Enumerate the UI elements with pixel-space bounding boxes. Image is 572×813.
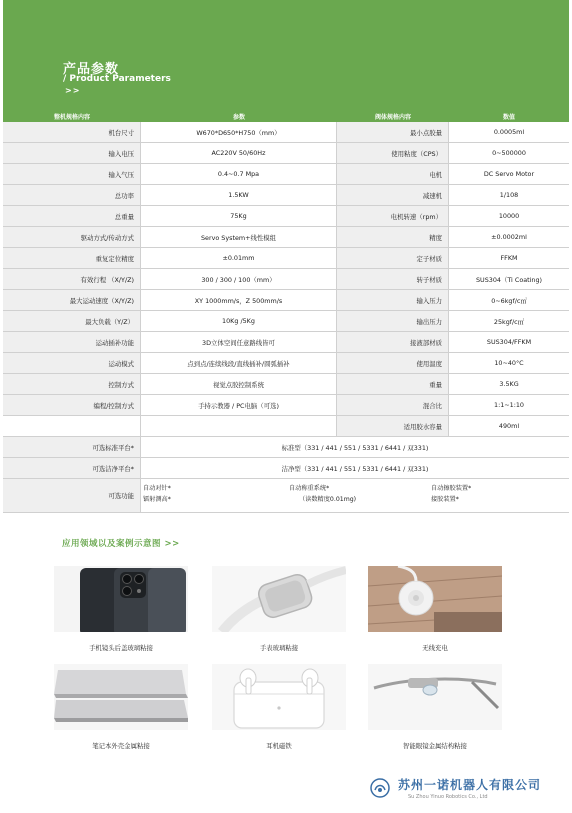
valve-spec-value: 10~40°C: [494, 359, 524, 367]
app-caption: 无线充电: [422, 644, 448, 652]
machine-spec-label: 最大运动速度（X/Y/Z): [3, 290, 141, 310]
machine-spec-label: 运动插补功能: [3, 332, 141, 352]
table-row: [3, 122, 569, 143]
platform-clean-value: 洁净型（331 / 441 / 551 / 5331 / 6441 / 双331): [281, 464, 429, 473]
option-auto-weigh: 自动称重系统*: [289, 485, 330, 492]
valve-spec-label: 减速机: [337, 185, 449, 205]
table-row: [3, 353, 569, 374]
machine-spec-value: 3D立体空间任意路线皆可: [141, 332, 337, 352]
valve-spec-value: FFKM: [500, 254, 518, 262]
machine-spec-value: Servo System+线性模组: [141, 227, 337, 247]
company-footer: [366, 774, 566, 806]
table-row: [3, 206, 569, 227]
app-smart-glasses: [368, 664, 502, 750]
header-valve-spec: 阀体规格内容: [374, 113, 411, 121]
option-auto-needle: 自动对针*: [143, 485, 171, 492]
machine-spec-value: 75Kg: [141, 206, 337, 226]
platform-standard-row: [3, 437, 569, 458]
option-weigh-precision: （读数精度0.01mg): [299, 496, 357, 503]
machine-spec-label: 运动模式: [3, 353, 141, 373]
options-values: [141, 479, 569, 512]
app-caption: 耳机磁铁: [266, 742, 292, 750]
spec-table: [3, 110, 569, 513]
valve-spec-label: 转子材质: [337, 269, 449, 289]
machine-spec-value: AC220V 50/60Hz: [141, 143, 337, 163]
valve-spec-value: 0~6kgf/c㎡: [491, 296, 527, 305]
watch-image: [212, 566, 346, 632]
header-value: 数值: [502, 113, 515, 121]
app-caption: 手机镜头后盖玻璃粘接: [89, 644, 153, 652]
charger-image: [368, 566, 502, 632]
valve-spec-value: 1/108: [499, 191, 519, 199]
machine-spec-value: ±0.01mm: [141, 248, 337, 268]
table-row: [3, 311, 569, 332]
machine-spec-value: 0.4~0.7 Mpa: [141, 164, 337, 184]
company-logo-icon: [370, 778, 390, 798]
valve-spec-label: 混合比: [337, 395, 449, 415]
section-title-cn: 产品参数: [63, 62, 120, 77]
glasses-image: [368, 664, 502, 730]
machine-spec-label: 控制方式: [3, 374, 141, 394]
valve-spec-value: SUS304（Ti Coating): [475, 275, 543, 284]
valve-spec-label: 输入压力: [337, 290, 449, 310]
table-row: [3, 269, 569, 290]
machine-spec-value: 300 / 300 / 100（mm）: [141, 269, 337, 289]
table-row: [3, 416, 569, 437]
header-machine-spec: 整机规格内容: [53, 113, 90, 121]
table-row: [3, 395, 569, 416]
earphone-image: [212, 664, 346, 730]
option-glue-catch: 接胶装置*: [431, 496, 459, 503]
machine-spec-value: [141, 416, 337, 436]
table-row: [3, 164, 569, 185]
valve-spec-value: 25kgf/c㎡: [493, 317, 525, 326]
platform-standard-label: 可选标准平台*: [3, 437, 141, 457]
table-row: [3, 185, 569, 206]
header-band: [3, 0, 569, 112]
company-name-cn: 苏州一诺机器人有限公司: [398, 778, 542, 792]
table-row: [3, 374, 569, 395]
machine-spec-value: 点到点/连续线段/直线插补/圆弧插补: [141, 353, 337, 373]
machine-spec-label: 最大负载（Y/Z）: [3, 311, 141, 331]
valve-spec-value: 1:1~1:10: [494, 401, 524, 409]
valve-spec-label: 适用胶水容量: [337, 416, 449, 436]
valve-spec-value: 10000: [498, 212, 520, 220]
valve-spec-value: 490ml: [498, 422, 520, 430]
table-row: [3, 143, 569, 164]
machine-spec-value: 视觉点胶控制系统: [141, 374, 337, 394]
table-row: [3, 227, 569, 248]
machine-spec-label: 输入电压: [3, 143, 141, 163]
valve-spec-label: 使用温度: [337, 353, 449, 373]
machine-spec-label: 总功率: [3, 185, 141, 205]
table-row: [3, 290, 569, 311]
valve-spec-label: 电机转速（rpm）: [337, 206, 449, 226]
machine-spec-label: 编程/控制方式: [3, 395, 141, 415]
valve-spec-value: SUS304/FFKM: [486, 338, 532, 346]
valve-spec-value: 0.0005ml: [493, 128, 525, 136]
option-auto-wipe: 自动擦胶装置*: [431, 485, 472, 492]
valve-spec-value: ±0.0002ml: [491, 233, 527, 241]
machine-spec-label: [3, 416, 141, 436]
valve-spec-label: 定子材质: [337, 248, 449, 268]
header-parameter: 参数: [232, 113, 245, 121]
platform-standard-value: 标准型（331 / 441 / 551 / 5331 / 6441 / 双331): [281, 443, 429, 452]
table-row: [3, 332, 569, 353]
valve-spec-label: 最小点胶量: [337, 122, 449, 142]
valve-spec-label: 精度: [337, 227, 449, 247]
valve-spec-value: DC Servo Motor: [483, 170, 535, 178]
valve-spec-label: 重量: [337, 374, 449, 394]
title-arrows: >>: [65, 86, 81, 95]
app-earphone-magnet: [212, 664, 346, 750]
machine-spec-label: 输入气压: [3, 164, 141, 184]
app-watch-glass: [212, 566, 346, 652]
valve-spec-value: 0~500000: [492, 149, 526, 157]
table-header: [3, 110, 569, 122]
applications-title: 应用领域以及案例示意图 >>: [62, 539, 180, 549]
valve-spec-label: 电机: [337, 164, 449, 184]
app-laptop-shell: [54, 664, 188, 750]
company-name-en: Su Zhou Yinuo Robotics Co., Ltd: [408, 794, 488, 800]
table-row: [3, 248, 569, 269]
options-label: 可选功能: [3, 479, 141, 512]
valve-spec-label: 输出压力: [337, 311, 449, 331]
section-title-en: / Product Parameters: [63, 74, 171, 84]
machine-spec-label: 机台尺寸: [3, 122, 141, 142]
valve-spec-label: 使用粘度（CPS）: [337, 143, 449, 163]
machine-spec-value: 10Kg /5Kg: [141, 311, 337, 331]
machine-spec-label: 有效行程 （X/Y/Z): [3, 269, 141, 289]
app-caption: 笔记本外壳金属粘接: [92, 742, 150, 750]
machine-spec-label: 总重量: [3, 206, 141, 226]
platform-clean-row: [3, 458, 569, 479]
platform-clean-label: 可选洁净平台*: [3, 458, 141, 478]
app-phone-lens: [54, 566, 188, 652]
valve-spec-label: 接液部材质: [337, 332, 449, 352]
valve-spec-value: 3.5KG: [499, 380, 519, 388]
laptop-image: [54, 664, 188, 730]
option-laser-height: 镭射测高*: [143, 496, 171, 503]
options-row: [3, 479, 569, 513]
app-caption: 手表玻璃粘接: [259, 644, 299, 652]
machine-spec-value: XY 1000mm/s，Z 500mm/s: [141, 290, 337, 310]
app-caption: 智能眼镜金属结构粘接: [403, 742, 467, 750]
machine-spec-value: 1.5KW: [141, 185, 337, 205]
spec-rows: [3, 122, 569, 437]
machine-spec-label: 驱动方式/传动方式: [3, 227, 141, 247]
machine-spec-value: W670*D650*H750（mm）: [141, 122, 337, 142]
app-wireless-charging: [368, 566, 502, 652]
machine-spec-value: 手持示教器 / PC电脑（可选): [141, 395, 337, 415]
phone-image: [54, 566, 188, 632]
machine-spec-label: 重复定位精度: [3, 248, 141, 268]
